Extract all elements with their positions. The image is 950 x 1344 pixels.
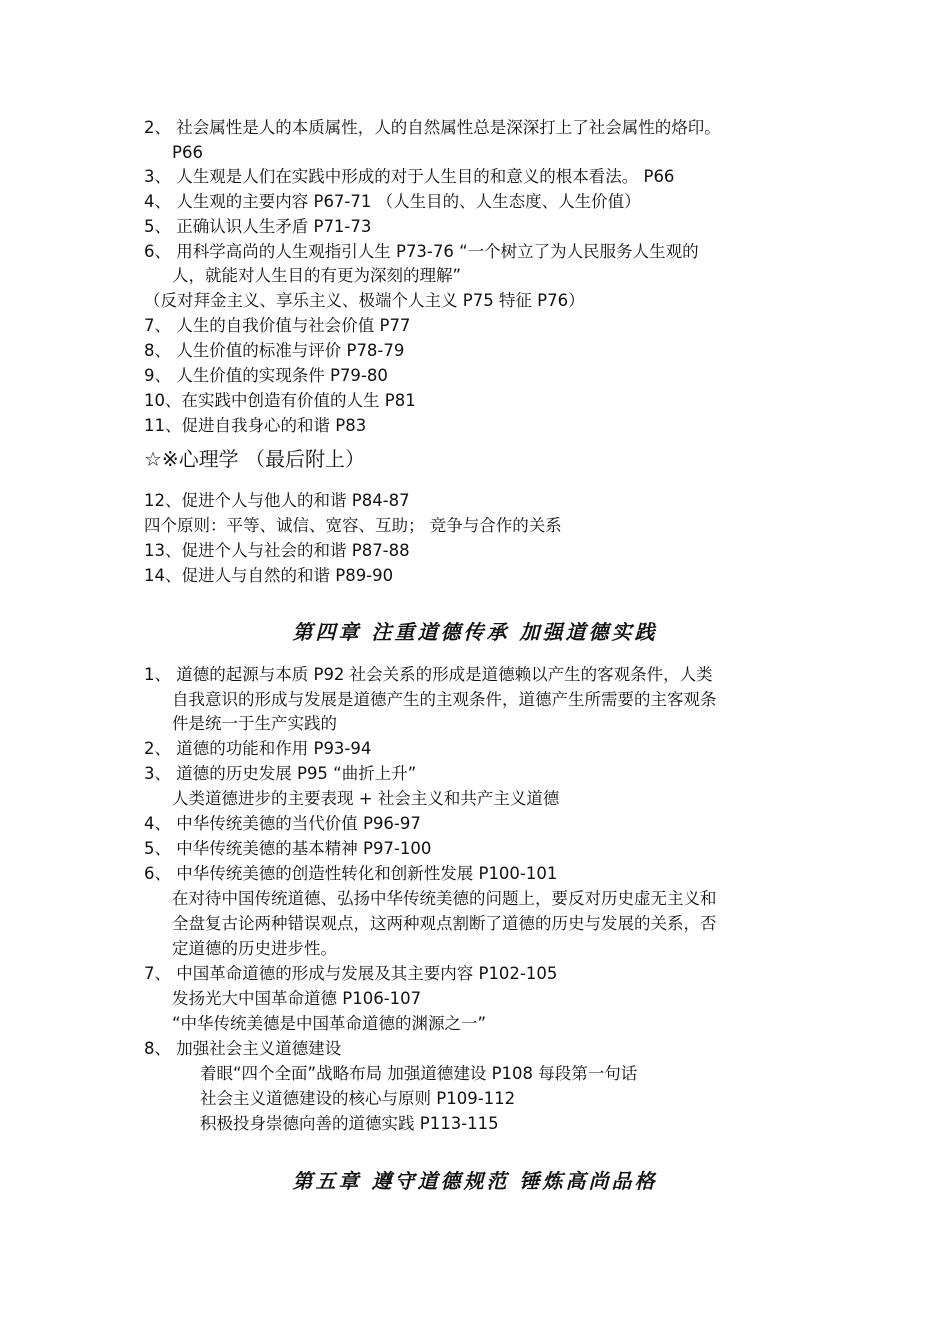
ch4-item-2-function: 2、 道德的功能和作用 P93-94 [144, 739, 372, 758]
ch4-item-1-continuation: 自我意识的形成与发展是道德产生的主观条件，道德产生所需要的主客观条 [172, 690, 717, 709]
ch4-item-8-sub-3: 积极投身崇德向善的道德实践 P113-115 [200, 1114, 499, 1133]
ch4-item-3-history: 3、 道德的历史发展 P95 “曲折上升” [144, 764, 417, 783]
item-8-value-standard: 8、 人生价值的标准与评价 P78-79 [144, 341, 405, 360]
ch4-item-1-origin: 1、 道德的起源与本质 P92 社会关系的形成是道德赖以产生的客观条件，人类 [144, 665, 713, 684]
ch4-item-3-subline: 人类道德进步的主要表现 + 社会主义和共产主义道德 [172, 789, 560, 808]
item-5-life-contradiction: 5、 正确认识人生矛盾 P71-73 [144, 217, 372, 236]
chapter-5-title: 第五章 遵守道德规范 锤炼高尚品格 [292, 1169, 658, 1193]
item-13-society-harmony: 13、促进个人与社会的和谐 P87-88 [144, 541, 410, 560]
ch4-item-6-note-3: 定道德的历史进步性。 [172, 939, 337, 958]
ch4-item-7-subline-1: 发扬光大中国革命道德 P106-107 [172, 989, 422, 1008]
item-6-scientific-outlook: 6、 用科学高尚的人生观指引人生 P73-76 “一个树立了为人民服务人生观的 [144, 242, 699, 261]
ch4-item-6-transformation: 6、 中华传统美德的创造性转化和创新性发展 P100-101 [144, 864, 558, 883]
item-6-continuation: 人，就能对人生目的有更为深刻的理解” [172, 266, 462, 285]
oppose-note: （反对拜金主义、享乐主义、极端个人主义 P75 特征 P76） [144, 291, 585, 310]
item-2-social-attribute: 2、 社会属性是人的本质属性，人的自然属性总是深深打上了社会属性的烙印。 [144, 118, 721, 137]
chapter-4-title: 第四章 注重道德传承 加强道德实践 [292, 620, 658, 644]
ch4-item-6-note-1: 在对待中国传统道德、弘扬中华传统美德的问题上，要反对历史虚无主义和 [172, 889, 717, 908]
ch4-item-7-subline-2: “中华传统美德是中国革命道德的渊源之一” [172, 1014, 487, 1033]
item-4-outlook-content: 4、 人生观的主要内容 P67-71 （人生目的、人生态度、人生价值） [144, 192, 641, 211]
item-12-others-harmony: 12、促进个人与他人的和谐 P84-87 [144, 491, 410, 510]
four-principles: 四个原则：平等、诚信、宽容、互助； 竞争与合作的关系 [144, 516, 562, 535]
psychology-note: ☆※心理学 （最后附上） [144, 447, 366, 471]
ch4-item-1-continuation-2: 件是统一于生产实践的 [172, 714, 337, 733]
item-10-create-value: 10、在实践中创造有价值的人生 P81 [144, 391, 416, 410]
ch4-item-4-modern-value: 4、 中华传统美德的当代价值 P96-97 [144, 814, 421, 833]
item-11-self-harmony: 11、促进自我身心的和谐 P83 [144, 416, 367, 435]
item-14-nature-harmony: 14、促进人与自然的和谐 P89-90 [144, 566, 394, 585]
ch4-item-7-revolution: 7、 中国革命道德的形成与发展及其主要内容 P102-105 [144, 964, 558, 983]
item-3-outlook-on-life: 3、 人生观是人们在实践中形成的对于人生目的和意义的根本看法。 P66 [144, 167, 675, 186]
item-7-self-value: 7、 人生的自我价值与社会价值 P77 [144, 316, 411, 335]
ch4-item-5-basic-spirit: 5、 中华传统美德的基本精神 P97-100 [144, 839, 432, 858]
page-ref: P66 [172, 143, 203, 162]
ch4-item-8-sub-1: 着眼“四个全面”战略布局 加强道德建设 P108 每段第一句话 [200, 1064, 638, 1083]
ch4-item-6-note-2: 全盘复古论两种错误观点，这两种观点割断了道德的历史与发展的关系，否 [172, 914, 717, 933]
item-9-value-conditions: 9、 人生价值的实现条件 P79-80 [144, 366, 388, 385]
ch4-item-8-sub-2: 社会主义道德建设的核心与原则 P109-112 [200, 1089, 516, 1108]
ch4-item-8-socialist-morality: 8、 加强社会主义道德建设 [144, 1039, 342, 1058]
